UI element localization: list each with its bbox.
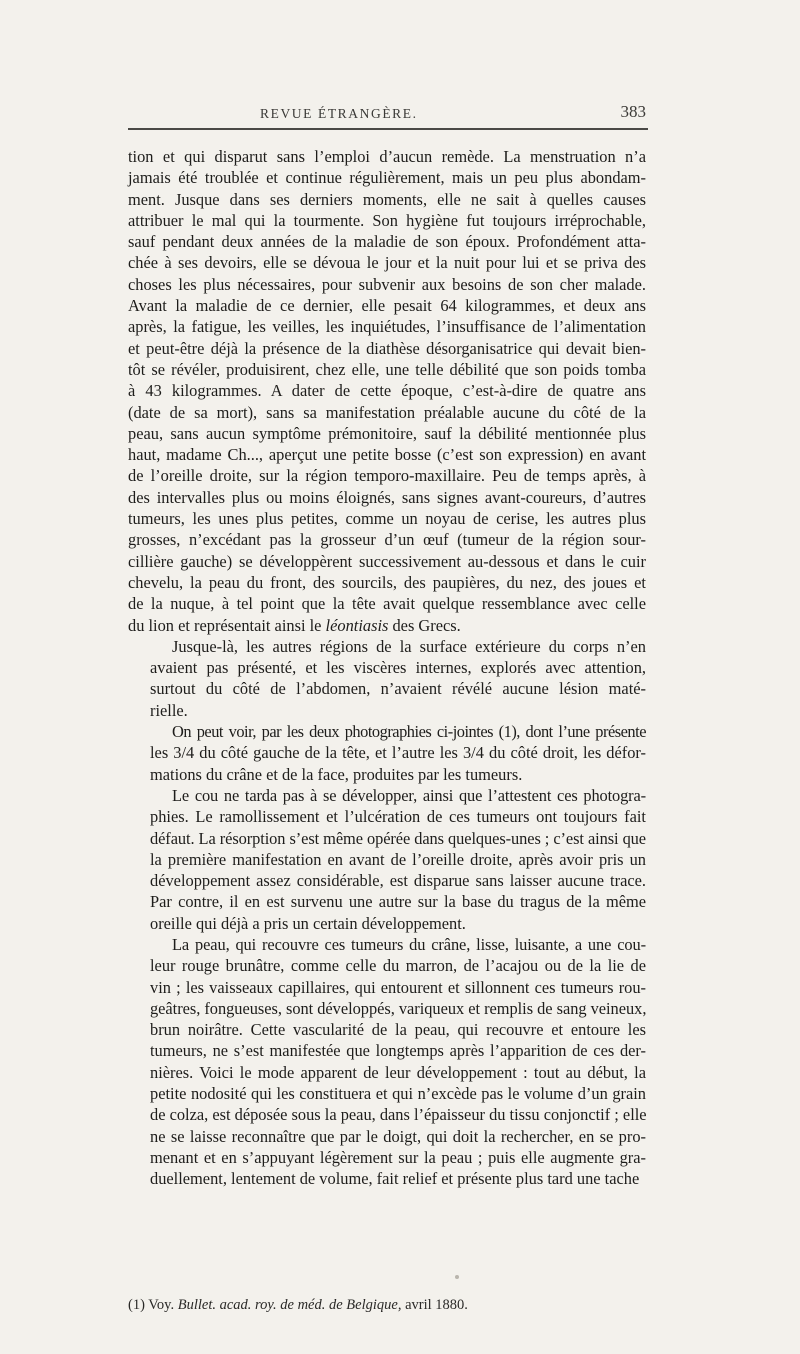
text-line: petite nodosité qui les constituera et qui n’excède pas le volume d’un grain (150, 1084, 646, 1104)
footnote-date: avril 1880. (405, 1297, 468, 1313)
text-line: sauf pendant deux années de la maladie de son époux. Profondément atta- (128, 232, 646, 252)
text-line: de colza, est déposée sous la peau, dans l’épaisseur du tissu conjonctif ; elle (150, 1105, 647, 1125)
text-line: choses les plus nécessaires, pour subvenir aux besoins de son cher malade. (128, 274, 646, 294)
text-line: ne se laisse reconnaître que par le doigt, qui doit la rechercher, en se pro- (150, 1126, 646, 1146)
text-line: surtout du côté de l’abdomen, n’avaient révélé aucune lésion maté- (150, 679, 646, 699)
text-line: chée à ses devoirs, elle se dévoua le jour et la nuit pour lui et se priva des (128, 253, 646, 273)
footnote-lead: Voy. (148, 1297, 175, 1313)
paragraph (128, 934, 646, 1190)
text-line: peau, sans aucun symptôme prémonitoire, sauf la débilité mentionnée plus (128, 423, 646, 443)
text-line: défaut. La résorption s’est même opérée dans quelques-unes ; c’est ainsi que (150, 828, 646, 848)
text-line: brun noirâtre. Cette vascularité de la peau, qui recouvre et entoure les (150, 1020, 646, 1040)
text-line: On peut voir, par les deux photographies ci-jointes (1), dont l’une présente (172, 722, 646, 742)
footnote-marker: (1) (128, 1297, 145, 1313)
text-line: les 3/4 du côté gauche de la tête, et l’autre les 3/4 du côté droit, les défor- (150, 743, 646, 763)
header-rule (128, 128, 648, 130)
text-line: à 43 kilogrammes. A dater de cette époque, c’est-à-dire de quatre ans (128, 381, 646, 401)
text-line: nières. Voici le mode apparent de leur développement : tout au début, la (150, 1062, 646, 1082)
paragraph (128, 636, 646, 721)
text-line: haut, madame Ch..., aperçut une petite bosse (c’est son expression) en avant (128, 445, 646, 465)
text-line: attribuer le mal qui la tourmente. Son hygiène fut toujours irréprochable, (128, 210, 646, 230)
text-line: tumeurs, les unes plus petites, comme un noyau de cerise, les autres plus (128, 509, 646, 529)
footnote-source: Bullet. acad. roy. de méd. de Belgique, (177, 1297, 402, 1313)
page-number: 383 (620, 102, 646, 121)
text-line: La peau, qui recouvre ces tumeurs du crâne, lisse, luisante, a une cou- (172, 934, 646, 954)
text-line: oreille qui déjà a pris un certain développement. (150, 913, 466, 933)
body-text (128, 146, 646, 1190)
text-line: jamais été troublée et continue régulièrement, mais un peu plus abondam- (128, 168, 646, 188)
text-line: de l’oreille droite, sur la région temporo-maxillaire. Peu de temps après, à (128, 466, 646, 486)
running-title: REVUE ÉTRANGÈRE. (260, 106, 418, 121)
text-line: chevelu, la peau du front, des sourcils, des paupières, du nez, des joues et (128, 572, 646, 592)
text-line: après, la fatigue, les veilles, les inquiétudes, l’insuffisance de l’alimentation (128, 317, 646, 337)
text-line: Le cou ne tarda pas à se développer, ainsi que l’attestent ces photogra- (172, 785, 646, 805)
text-line: Jusque-là, les autres régions de la surface extérieure du corps n’en (172, 636, 646, 656)
text-line: mations du crâne et de la face, produites par les tumeurs. (150, 764, 523, 784)
running-head (130, 102, 646, 126)
text-line: tion et qui disparut sans l’emploi d’aucun remède. La menstruation n’a (128, 147, 646, 166)
text-line: Avant la maladie de ce dernier, elle pesait 64 kilogrammes, et deux ans (128, 296, 646, 316)
text-line: vin ; les vaisseaux capillaires, qui entourent et sillonnent ces tumeurs rou- (150, 977, 646, 997)
text-line: phies. Le ramollissement et l’ulcération de ces tumeurs ont toujours fait (150, 807, 646, 827)
paragraph (128, 146, 646, 636)
text-line: rielle. (150, 700, 188, 720)
text-line: et peut-être déjà la présence de la diathèse désorganisatrice qui devait bien- (128, 338, 646, 358)
text-line: Par contre, il en est survenu une autre sur la base du tragus de la même (150, 892, 646, 912)
text-line: de la nuque, à tel point que la tête avait quelque ressemblance avec celle (128, 594, 646, 614)
text-line: ment. Jusque dans ses derniers moments, elle ne sait à quelles causes (128, 189, 646, 209)
text-line: geâtres, fongueuses, sont développés, variqueux et remplis de sang veineux, (150, 998, 647, 1018)
text-line: la première manifestation en avant de l’oreille droite, après avoir pris un (150, 849, 646, 869)
text-line: des intervalles plus ou moins éloignés, sans signes avant-coureurs, d’autres (128, 487, 646, 507)
text-line: du lion et représentait ainsi le léontiasis des Grecs. (128, 615, 461, 635)
text-line: menant et en s’appuyant légèrement sur la peau ; puis elle augmente gra- (150, 1147, 646, 1167)
italic-term: léontiasis (325, 615, 389, 635)
paragraph (128, 785, 646, 934)
text-line: duellement, lentement de volume, fait relief et présente plus tard une tache (150, 1169, 640, 1189)
text-line: tumeurs, ne s’est manifestée que longtemps après l’apparition de ces der- (150, 1041, 646, 1061)
footnote (128, 1297, 646, 1314)
text-line: cillière gauche) se développèrent successivement au-dessous et dans le cuir (128, 551, 646, 571)
text-line: tôt se révéler, produisirent, chez elle, une telle débilité que son poids tomba (128, 359, 646, 379)
text-line: grosses, n’excédant pas la grosseur d’un œuf (tumeur de la région sour- (128, 530, 646, 550)
text-line: leur rouge brunâtre, comme celle du marron, de l’acajou ou de la lie de (150, 956, 646, 976)
paragraph (128, 721, 646, 785)
text-line: avaient pas présenté, et les viscères internes, explorés avec attention, (150, 658, 646, 678)
text-line: (date de sa mort), sans sa manifestation préalable aucune du côté de la (128, 402, 646, 422)
ink-speck (455, 1275, 459, 1279)
text-line: développement assez considérable, est disparue sans laisser aucune trace. (150, 871, 646, 891)
